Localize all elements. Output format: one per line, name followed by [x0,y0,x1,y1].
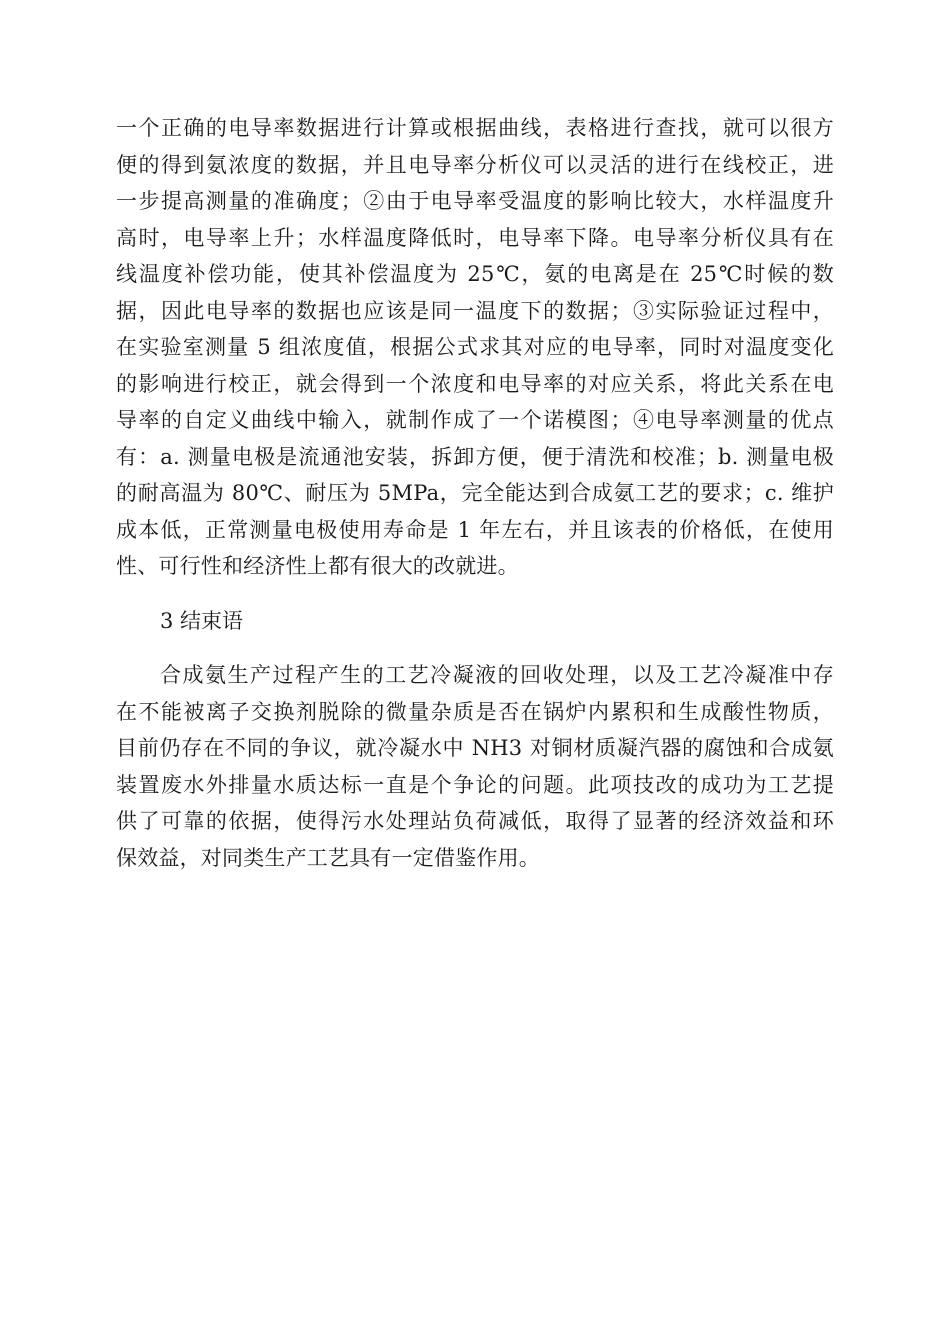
paragraph-line: 一个正确的电导率数据进行计算或根据曲线，表格进行查找，就可以很方 [116,116,834,140]
paragraph-line: 有：a. 测量电极是流通池安装，拆卸方便，便于清洗和校准；b. 测量电极 [116,444,834,469]
paragraph-line: 的耐高温为 80℃、耐压为 5MPa，完全能达到合成氨工艺的要求；c. 维护 [116,481,834,505]
paragraph-line: 供了可靠的依据，使得污水处理站负荷减低，取得了显著的经济效益和环 [116,809,834,833]
paragraph-line: 目前仍存在不同的争议，就冷凝水中 NH3 对铜材质凝汽器的腐蚀和合成氨 [116,736,834,760]
section-heading: 3 结束语 [160,608,244,633]
paragraph-line: 性、可行性和经济性上都有很大的改就进。 [116,554,519,578]
paragraph-line: 线温度补偿功能，使其补偿温度为 25℃，氨的电离是在 25℃时候的数 [116,262,834,286]
paragraph-line: 导率的自定义曲线中输入，就制作成了一个诺模图；④电导率测量的优点 [116,408,834,432]
paragraph-line: 保效益，对同类生产工艺具有一定借鉴作用。 [116,845,540,870]
paragraph-line: 在不能被离子交换剂脱除的微量杂质是否在锅炉内累积和生成酸性物质， [116,699,834,724]
paragraph-line: 合成氨生产过程产生的工艺冷凝液的回收处理，以及工艺冷凝准中存 [160,663,834,687]
document-page [116,110,834,876]
paragraph-line: 据，因此电导率的数据也应该是同一温度下的数据；③实际验证过程中， [116,298,834,323]
paragraph-line: 一步提高测量的准确度；②由于电导率受温度的影响比较大，水样温度升 [116,189,834,213]
paragraph-line: 装置废水外排量水质达标一直是个争论的问题。此项技改的成功为工艺提 [116,772,834,797]
paragraph-line: 在实验室测量 5 组浓度值，根据公式求其对应的电导率，同时对温度变化 [116,335,834,359]
body-paragraph-2 [116,657,834,876]
paragraph-line: 成本低，正常测量电极使用寿命是 1 年左右，并且该表的价格低，在使用 [116,517,834,542]
paragraph-line: 的影响进行校正，就会得到一个浓度和电导率的对应关系，将此关系在电 [116,371,834,396]
paragraph-line: 高时，电导率上升；水样温度降低时，电导率下降。电导率分析仪具有在 [116,225,834,250]
body-paragraph-1 [116,110,834,585]
paragraph-line: 便的得到氨浓度的数据，并且电导率分析仪可以灵活的进行在线校正，进 [116,152,834,177]
